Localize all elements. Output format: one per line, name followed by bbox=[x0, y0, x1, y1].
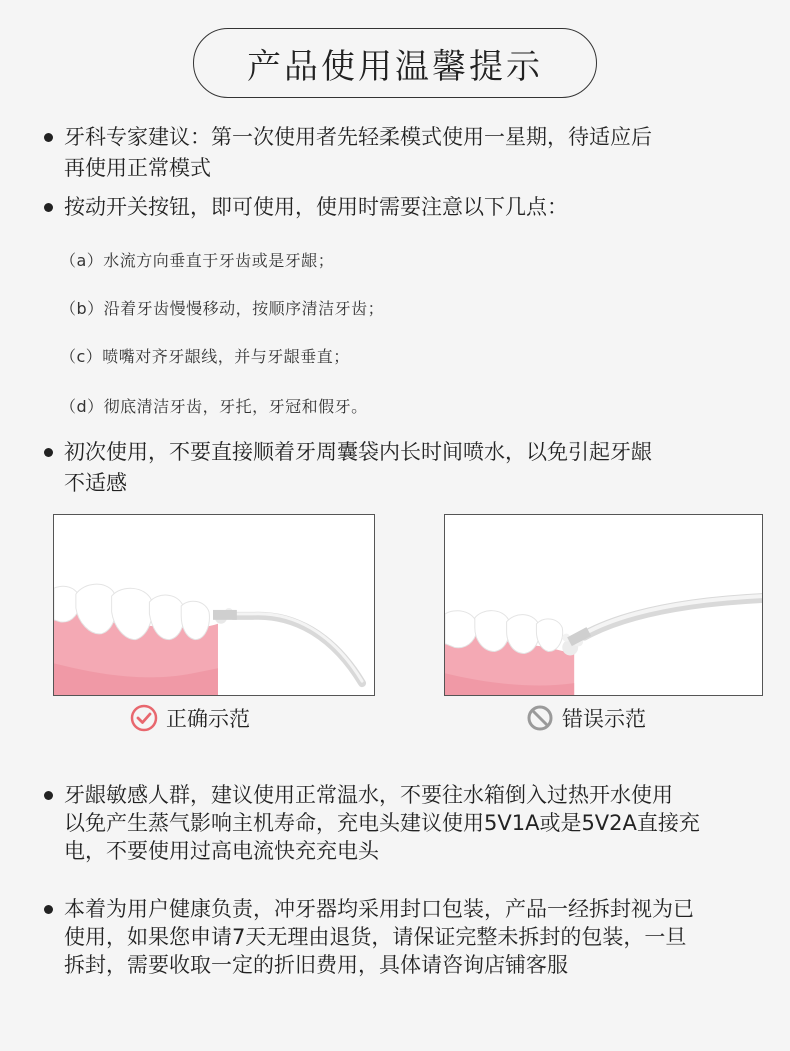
sub-item-c: （c）喷嘴对齐牙龈线，并与牙龈垂直； bbox=[60, 347, 350, 366]
tip-line: 拆封，需要收取一定的折旧费用，具体请咨询店铺客服 bbox=[64, 953, 568, 977]
sub-item-d: （d）彻底清洁牙齿，牙托，牙冠和假牙。 bbox=[60, 397, 368, 416]
prohibited-icon bbox=[526, 704, 554, 732]
tip-line: 牙科专家建议：第一次使用者先轻柔模式使用一星期，待适应后 bbox=[64, 125, 652, 149]
check-circle-icon bbox=[130, 704, 158, 732]
tip-sensitive-gums bbox=[44, 781, 764, 865]
tip-line: 再使用正常模式 bbox=[64, 156, 211, 180]
correct-demo-image bbox=[53, 514, 375, 696]
tip-expert-advice bbox=[44, 122, 764, 184]
wrong-demo-label: 错误示范 bbox=[562, 707, 646, 731]
bullet-dot bbox=[44, 203, 53, 212]
bullet-dot bbox=[44, 791, 53, 800]
tip-line: 牙龈敏感人群，建议使用正常温水，不要往水箱倒入过热开水使用 bbox=[64, 783, 673, 807]
tip-line: 按动开关按钮，即可使用，使用时需要注意以下几点： bbox=[64, 195, 568, 219]
tip-line: 电，不要使用过高电流快充充电头 bbox=[64, 839, 379, 863]
page-title: 产品使用温馨提示 bbox=[193, 28, 597, 98]
tip-line: 不适感 bbox=[64, 471, 127, 495]
tip-first-use bbox=[44, 437, 764, 499]
correct-demo-label: 正确示范 bbox=[166, 707, 250, 731]
wrong-demo-caption bbox=[526, 703, 646, 733]
bullet-dot bbox=[44, 133, 53, 142]
correct-demo-caption bbox=[130, 703, 250, 733]
wrong-demo-image bbox=[444, 514, 763, 696]
sub-item-b: （b）沿着牙齿慢慢移动，按顺序清洁牙齿； bbox=[60, 299, 385, 318]
tip-line: 使用，如果您申请7天无理由退货，请保证完整未拆封的包装，一旦 bbox=[64, 925, 687, 949]
tip-return-policy bbox=[44, 895, 764, 979]
tip-line: 初次使用，不要直接顺着牙周囊袋内长时间喷水，以免引起牙龈 bbox=[64, 440, 652, 464]
tip-line: 本着为用户健康负责，冲牙器均采用封口包装，产品一经拆封视为已 bbox=[64, 897, 694, 921]
bullet-dot bbox=[44, 448, 53, 457]
tip-press-switch bbox=[44, 192, 764, 223]
sub-item-a: （a）水流方向垂直于牙齿或是牙龈； bbox=[60, 251, 335, 270]
bullet-dot bbox=[44, 905, 53, 914]
tip-line: 以免产生蒸气影响主机寿命，充电头建议使用5V1A或是5V2A直接充 bbox=[64, 811, 700, 835]
